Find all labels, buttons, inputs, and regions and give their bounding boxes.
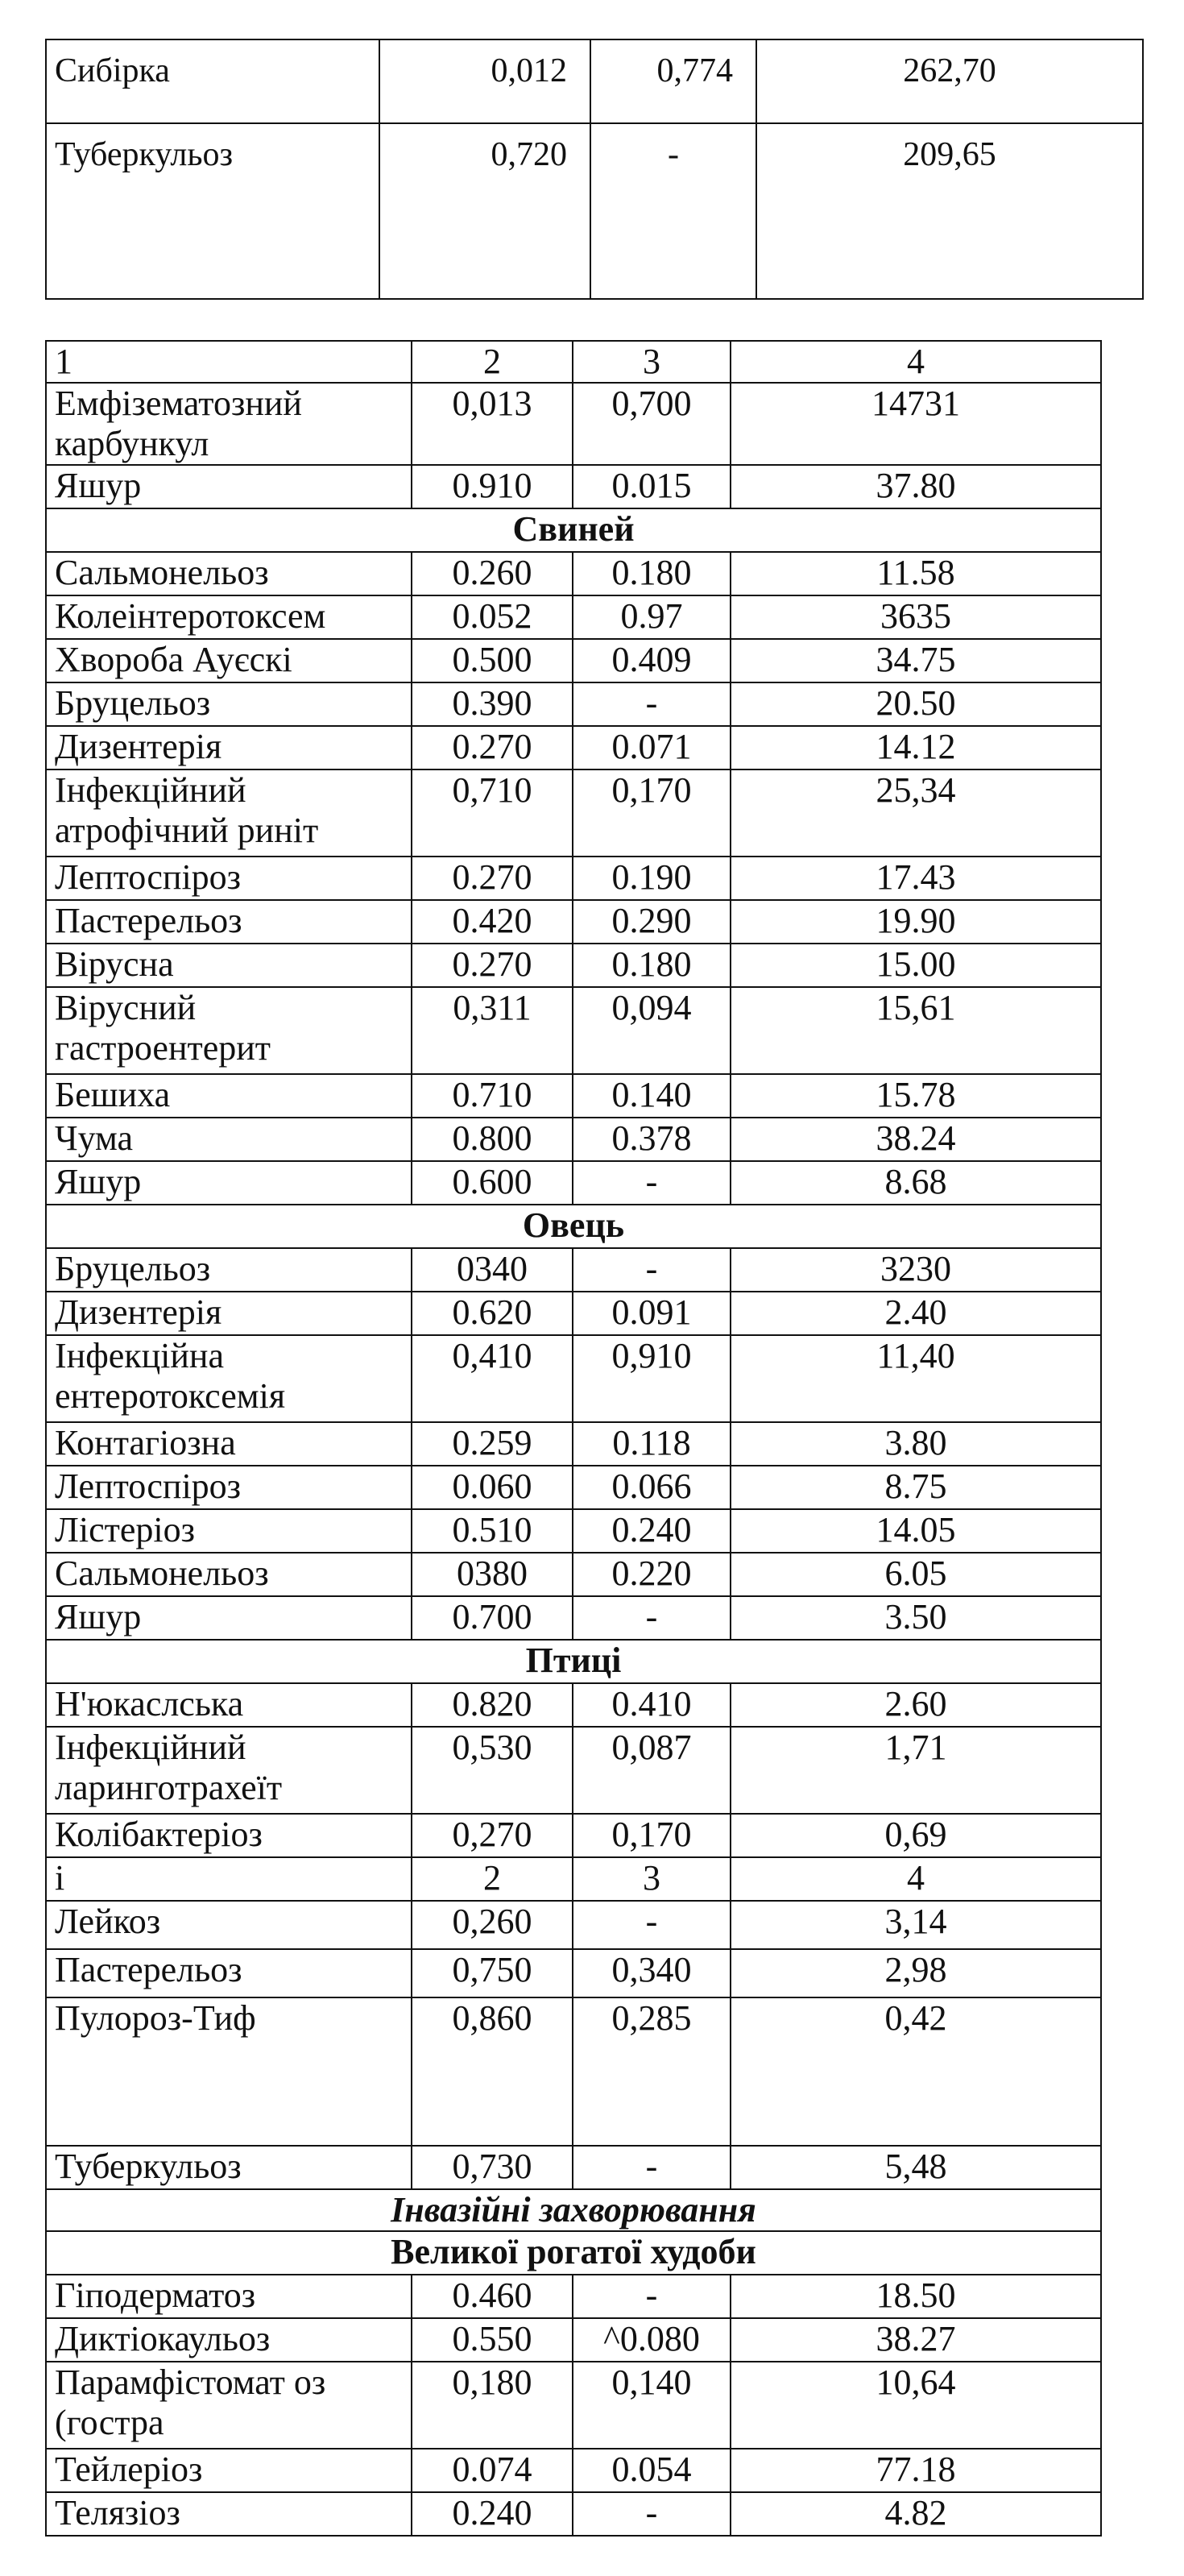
table-row: [46, 2449, 1101, 2492]
disease-name-cell: Диктіокаульоз: [46, 2318, 412, 2362]
disease-name-cell: Дизентерія: [46, 1292, 412, 1335]
value-cell: -: [573, 1161, 731, 1205]
value-cell: 0,311: [412, 987, 573, 1074]
disease-name-cell: Дизентерія: [46, 726, 412, 769]
top-disease-table: [45, 39, 1144, 300]
value-cell: 6.05: [731, 1553, 1101, 1596]
value-cell: 0.240: [412, 2492, 573, 2536]
table-row: [46, 1161, 1101, 1205]
value-cell: 0,260: [412, 1901, 573, 1949]
value-cell: ^0.080: [573, 2318, 731, 2362]
value-cell: 0340: [412, 1248, 573, 1292]
value-cell: 0,774: [590, 39, 756, 123]
disease-name-cell: Інфекційний атрофічний риніт: [46, 769, 412, 857]
disease-name-cell: Яшур: [46, 1596, 412, 1640]
value-cell: 0,910: [573, 1335, 731, 1422]
table-row: [46, 944, 1101, 987]
value-cell: 5,48: [731, 2146, 1101, 2189]
value-cell: 4: [731, 1857, 1101, 1901]
value-cell: 2.40: [731, 1292, 1101, 1335]
table-row: [46, 1422, 1101, 1466]
value-cell: 10,64: [731, 2362, 1101, 2449]
value-cell: 0.060: [412, 1466, 573, 1509]
section-header-row: [46, 508, 1101, 552]
value-cell: 0,530: [412, 1727, 573, 1814]
disease-name-cell: Емфізематозний карбункул: [46, 383, 412, 465]
value-cell: 0.140: [573, 1074, 731, 1118]
value-cell: 34.75: [731, 639, 1101, 682]
value-cell: 0.180: [573, 552, 731, 595]
value-cell: 8.75: [731, 1466, 1101, 1509]
disease-name-cell: Лістеріоз: [46, 1509, 412, 1553]
table-row: [46, 341, 1101, 383]
value-cell: 0.259: [412, 1422, 573, 1466]
value-cell: 3.80: [731, 1422, 1101, 1466]
value-cell: 0.700: [412, 1596, 573, 1640]
value-cell: -: [573, 682, 731, 726]
table-row: [46, 1857, 1101, 1901]
disease-name-cell: Гіподерматоз: [46, 2275, 412, 2318]
value-cell: 0.378: [573, 1118, 731, 1161]
value-cell: 17.43: [731, 857, 1101, 900]
table-row: [46, 1901, 1101, 1949]
table-row: [46, 1814, 1101, 1857]
value-cell: 0.015: [573, 465, 731, 508]
value-cell: 0.820: [412, 1683, 573, 1727]
value-cell: 3: [573, 1857, 731, 1901]
table-row: [46, 769, 1101, 857]
value-cell: 0.510: [412, 1509, 573, 1553]
disease-name-cell: Яшур: [46, 1161, 412, 1205]
value-cell: 0,340: [573, 1949, 731, 1997]
table-row: [46, 1118, 1101, 1161]
value-cell: 0,013: [412, 383, 573, 465]
disease-name-cell: Контагіозна: [46, 1422, 412, 1466]
disease-name-cell: Туберкульоз: [46, 2146, 412, 2189]
value-cell: 11,40: [731, 1335, 1101, 1422]
disease-name-cell: Пулороз-Тиф: [46, 1997, 412, 2146]
value-cell: 19.90: [731, 900, 1101, 944]
value-cell: 11.58: [731, 552, 1101, 595]
value-cell: 4.82: [731, 2492, 1101, 2536]
disease-name-cell: Колібактеріоз: [46, 1814, 412, 1857]
value-cell: 0,69: [731, 1814, 1101, 1857]
table-row: [46, 383, 1101, 465]
value-cell: 0.910: [412, 465, 573, 508]
table-row: [46, 2492, 1101, 2536]
value-cell: 0.054: [573, 2449, 731, 2492]
value-cell: 0.190: [573, 857, 731, 900]
disease-name-cell: Вірусний гастроентерит: [46, 987, 412, 1074]
disease-name-cell: Парамфістомат оз (гостра: [46, 2362, 412, 2449]
disease-name-cell: Інфекційний ларинготрахеїт: [46, 1727, 412, 1814]
table-row: [46, 552, 1101, 595]
value-cell: 3230: [731, 1248, 1101, 1292]
disease-name-cell: Н'юкаслська: [46, 1683, 412, 1727]
value-cell: 0.240: [573, 1509, 731, 1553]
table-row: [46, 1074, 1101, 1118]
table-row: [46, 1683, 1101, 1727]
value-cell: 37.80: [731, 465, 1101, 508]
value-cell: 0,170: [573, 769, 731, 857]
value-cell: 0.409: [573, 639, 731, 682]
value-cell: 0,410: [412, 1335, 573, 1422]
value-cell: 1,71: [731, 1727, 1101, 1814]
table-row: [46, 39, 1143, 123]
value-cell: 0,094: [573, 987, 731, 1074]
disease-name-cell: Тейлеріоз: [46, 2449, 412, 2492]
value-cell: 2.60: [731, 1683, 1101, 1727]
value-cell: -: [573, 1248, 731, 1292]
table-row: [46, 1292, 1101, 1335]
value-cell: -: [573, 1596, 731, 1640]
value-cell: 209,65: [756, 123, 1143, 299]
value-cell: 0.600: [412, 1161, 573, 1205]
value-cell: 0,42: [731, 1997, 1101, 2146]
value-cell: 0.550: [412, 2318, 573, 2362]
value-cell: 3,14: [731, 1901, 1101, 1949]
table-row: [46, 1596, 1101, 1640]
value-cell: 14731: [731, 383, 1101, 465]
disease-name-cell: Туберкульоз: [46, 123, 379, 299]
value-cell: 20.50: [731, 682, 1101, 726]
section-title: Інвазійні захворювання: [46, 2189, 1101, 2231]
value-cell: 0.118: [573, 1422, 731, 1466]
disease-name-cell: 1: [46, 341, 412, 383]
value-cell: 0,700: [573, 383, 731, 465]
value-cell: 0.500: [412, 639, 573, 682]
table-row: [46, 1509, 1101, 1553]
value-cell: -: [573, 1901, 731, 1949]
table-row: [46, 900, 1101, 944]
section-title: Овець: [46, 1205, 1101, 1248]
disease-name-cell: Бруцельоз: [46, 682, 412, 726]
value-cell: 0.390: [412, 682, 573, 726]
value-cell: 0.180: [573, 944, 731, 987]
table-row: [46, 1949, 1101, 1997]
disease-name-cell: Хвороба Ауєскі: [46, 639, 412, 682]
disease-name-cell: Колеінтеротоксем: [46, 595, 412, 639]
section-header-row: [46, 1205, 1101, 1248]
value-cell: 38.27: [731, 2318, 1101, 2362]
value-cell: 0,720: [379, 123, 590, 299]
value-cell: 0,750: [412, 1949, 573, 1997]
table-row: [46, 726, 1101, 769]
value-cell: 0,012: [379, 39, 590, 123]
section-title: Свиней: [46, 508, 1101, 552]
table-row: [46, 123, 1143, 299]
table-row: [46, 2146, 1101, 2189]
value-cell: 0.800: [412, 1118, 573, 1161]
value-cell: 3: [573, 341, 731, 383]
table-row: [46, 2362, 1101, 2449]
table-row: [46, 987, 1101, 1074]
value-cell: 0,087: [573, 1727, 731, 1814]
table-row: [46, 857, 1101, 900]
value-cell: -: [573, 2275, 731, 2318]
disease-name-cell: Пастерельоз: [46, 900, 412, 944]
value-cell: 38.24: [731, 1118, 1101, 1161]
value-cell: 25,34: [731, 769, 1101, 857]
value-cell: 0.270: [412, 726, 573, 769]
table-row: [46, 682, 1101, 726]
value-cell: 0.091: [573, 1292, 731, 1335]
value-cell: 0.97: [573, 595, 731, 639]
value-cell: 0,730: [412, 2146, 573, 2189]
main-table-body: [46, 341, 1101, 2536]
value-cell: 0.220: [573, 1553, 731, 1596]
disease-name-cell: Яшур: [46, 465, 412, 508]
value-cell: 0,140: [573, 2362, 731, 2449]
table-row: [46, 1997, 1101, 2146]
value-cell: 77.18: [731, 2449, 1101, 2492]
disease-name-cell: Лептоспіроз: [46, 857, 412, 900]
value-cell: 0.290: [573, 900, 731, 944]
disease-name-cell: Бруцельоз: [46, 1248, 412, 1292]
disease-name-cell: Лейкоз: [46, 1901, 412, 1949]
disease-name-cell: і: [46, 1857, 412, 1901]
table-row: [46, 465, 1101, 508]
table-row: [46, 2275, 1101, 2318]
section-title: Великої рогатої худоби: [46, 2231, 1101, 2275]
table-row: [46, 639, 1101, 682]
value-cell: 18.50: [731, 2275, 1101, 2318]
table-row: [46, 1335, 1101, 1422]
value-cell: 4: [731, 341, 1101, 383]
disease-name-cell: Телязіоз: [46, 2492, 412, 2536]
value-cell: 0.420: [412, 900, 573, 944]
value-cell: 8.68: [731, 1161, 1101, 1205]
value-cell: 0.410: [573, 1683, 731, 1727]
value-cell: 0,285: [573, 1997, 731, 2146]
value-cell: 14.12: [731, 726, 1101, 769]
table-row: [46, 1553, 1101, 1596]
value-cell: 0,860: [412, 1997, 573, 2146]
disease-name-cell: Лептоспіроз: [46, 1466, 412, 1509]
value-cell: 0.052: [412, 595, 573, 639]
disease-name-cell: Чума: [46, 1118, 412, 1161]
value-cell: -: [573, 2492, 731, 2536]
table-row: [46, 2318, 1101, 2362]
table-row: [46, 1248, 1101, 1292]
disease-name-cell: Вірусна: [46, 944, 412, 987]
value-cell: 0,710: [412, 769, 573, 857]
value-cell: -: [573, 2146, 731, 2189]
disease-name-cell: Сальмонельоз: [46, 1553, 412, 1596]
section-header-row: [46, 1640, 1101, 1683]
table-row: [46, 1727, 1101, 1814]
value-cell: 15.00: [731, 944, 1101, 987]
value-cell: 0.066: [573, 1466, 731, 1509]
value-cell: 2: [412, 1857, 573, 1901]
disease-name-cell: Пастерельоз: [46, 1949, 412, 1997]
value-cell: 2,98: [731, 1949, 1101, 1997]
table-row: [46, 595, 1101, 639]
value-cell: 0,170: [573, 1814, 731, 1857]
value-cell: 0.270: [412, 857, 573, 900]
value-cell: 15,61: [731, 987, 1101, 1074]
disease-name-cell: Сибірка: [46, 39, 379, 123]
value-cell: 3635: [731, 595, 1101, 639]
value-cell: 262,70: [756, 39, 1143, 123]
section-title: Птиці: [46, 1640, 1101, 1683]
disease-name-cell: Сальмонельоз: [46, 552, 412, 595]
value-cell: 0.074: [412, 2449, 573, 2492]
value-cell: 3.50: [731, 1596, 1101, 1640]
disease-name-cell: Інфекційна ентеротоксемія: [46, 1335, 412, 1422]
value-cell: 14.05: [731, 1509, 1101, 1553]
value-cell: 2: [412, 341, 573, 383]
value-cell: 0.460: [412, 2275, 573, 2318]
value-cell: 0.260: [412, 552, 573, 595]
section-header-row: [46, 2189, 1101, 2231]
value-cell: 0.710: [412, 1074, 573, 1118]
value-cell: 0.071: [573, 726, 731, 769]
value-cell: 0.270: [412, 944, 573, 987]
table-row: [46, 1466, 1101, 1509]
main-disease-table: [45, 340, 1102, 2537]
section-header-row: [46, 2231, 1101, 2275]
value-cell: 0,270: [412, 1814, 573, 1857]
disease-name-cell: Бешиха: [46, 1074, 412, 1118]
value-cell: 0380: [412, 1553, 573, 1596]
value-cell: 0.620: [412, 1292, 573, 1335]
value-cell: 15.78: [731, 1074, 1101, 1118]
value-cell: -: [590, 123, 756, 299]
value-cell: 0,180: [412, 2362, 573, 2449]
